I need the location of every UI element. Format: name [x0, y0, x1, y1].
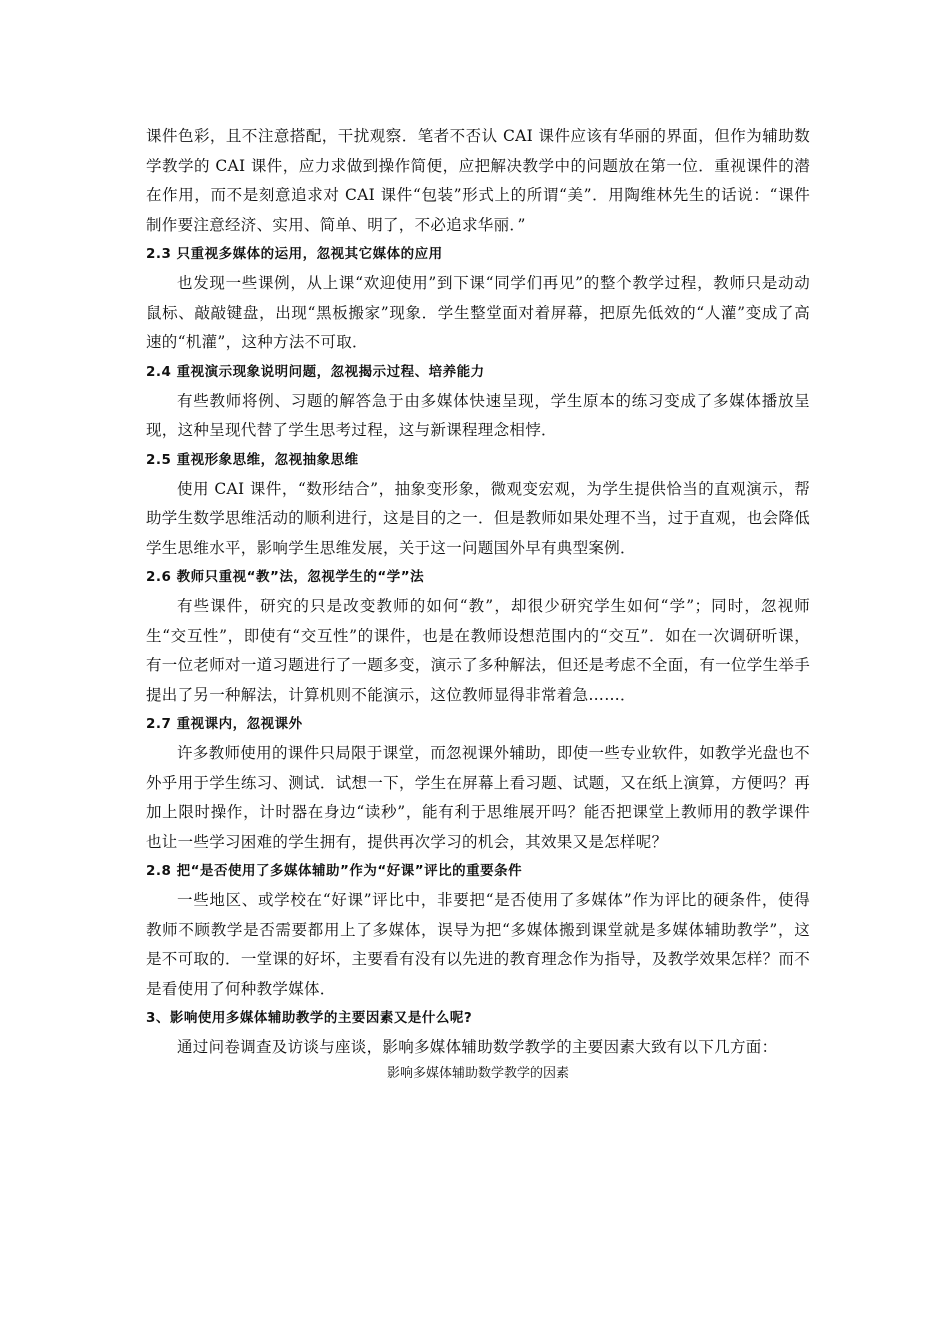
- section-body-2-5: 使用 CAI 课件，“数形结合”，抽象变形象，微观变宏观，为学生提供恰当的直观演示，帮助学生数学思维活动的顺利进行，这是目的之一．但是教师如果处理不当，过于直观，也会降低学生思维水平，影响学生思维发展，关于这一问题国外早有典型案例．: [146, 479, 810, 557]
- section-heading-2-7: 2.7 重视课内，忽视课外: [146, 716, 303, 732]
- section-heading-2-6: 2.6 教师只重视“教”法，忽视学生的“学”法: [146, 569, 425, 585]
- section-heading-3: 3、影响使用多媒体辅助教学的主要因素又是什么呢?: [146, 1010, 473, 1026]
- section-heading-2-4: 2.4 重视演示现象说明问题，忽视揭示过程、培养能力: [146, 363, 485, 380]
- section-body-2-8: 一些地区、或学校在“好课”评比中，非要把“是否使用了多媒体”作为评比的硬条件，使得教师不顾教学是否需要都用上了多媒体，误导为把“多媒体搬到课堂就是多媒体辅助教学”，这是不可取的．一堂课的好坏，主要看有没有以先进的教育理念作为指导，及教学效果怎样？而不是看使用了何种教学媒体．: [146, 891, 810, 998]
- document-page: [146, 122, 810, 1085]
- section-heading-2-8: 2.8 把“是否使用了多媒体辅助”作为“好课”评比的重要条件: [146, 863, 523, 879]
- section-heading-2-3: 2.3 只重视多媒体的运用，忽视其它媒体的应用: [146, 246, 443, 262]
- section-body-2-4: 有些教师将例、习题的解答急于由多媒体快速呈现，学生原本的练习变成了多媒体播放呈现，这种呈现代替了学生思考过程，这与新课程理念相悖．: [146, 391, 810, 439]
- figure-caption: 影响多媒体辅助数学教学的因素: [386, 1065, 569, 1081]
- section-body-3: 通过问卷调查及访谈与座谈，影响多媒体辅助数学教学的主要因素大致有以下几方面：: [177, 1038, 778, 1056]
- section-body-2-3: 也发现一些课例，从上课“欢迎使用”到下课“同学们再见”的整个教学过程，教师只是动动鼠标、敲敲键盘，出现“黑板搬家”现象．学生整堂面对着屏幕，把原先低效的“人灌”变成了高速的“机灌”，这种方法不可取．: [146, 274, 810, 351]
- intro-paragraph: 课件色彩，且不注意搭配，干扰观察．笔者不否认 CAI 课件应该有华丽的界面，但作为辅助数学教学的 CAI 课件，应力求做到操作简便，应把解决教学中的问题放在第一位．重视课件的潜在作用，而不是刻意追求对 CAI 课件“包装”形式上的所谓“美”．用陶维林先生的话说：“课件制作要注意经济、实用、简单、明了，不必追求华丽．”: [146, 127, 810, 234]
- section-body-2-6: 有些课件，研究的只是改变教师的如何“教”，却很少研究学生如何“学”；同时，忽视师生“交互性”，即使有“交互性”的课件，也是在教师设想范围内的“交互”．如在一次调研听课，有一位老师对一道习题进行了一题多变，演示了多种解法，但还是考虑不全面，有一位学生举手提出了另一种解法，计算机则不能演示，这位教师显得非常着急……．: [146, 597, 810, 704]
- section-body-2-7: 许多教师使用的课件只局限于课堂，而忽视课外辅助，即使一些专业软件，如教学光盘也不外乎用于学生练习、测试．试想一下，学生在屏幕上看习题、试题，又在纸上演算，方便吗？再加上限时操作，计时器在身边“读秒”，能有利于思维展开吗？能否把课堂上教师用的教学课件也让一些学习困难的学生拥有，提供再次学习的机会，其效果又是怎样呢？: [146, 744, 810, 851]
- section-heading-2-5: 2.5 重视形象思维，忽视抽象思维: [146, 451, 359, 468]
